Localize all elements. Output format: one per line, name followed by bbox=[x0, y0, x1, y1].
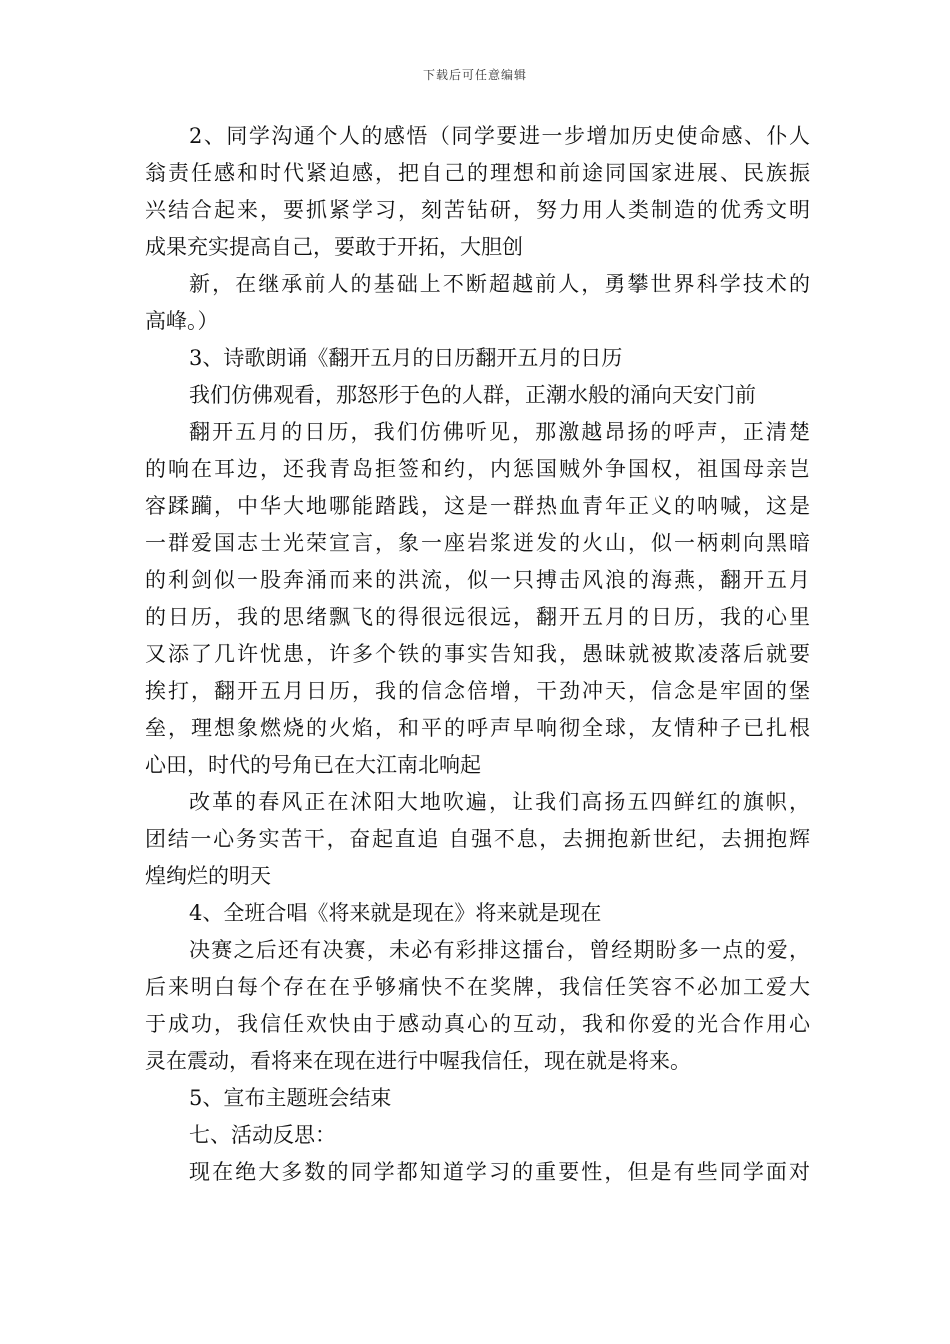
text-line: 心田，时代的号角已在大江南北响起 bbox=[145, 753, 481, 777]
text-line: 又添了几许忧患，许多个铁的事实告知我，愚昧就被欺凌落后就要 bbox=[145, 642, 810, 666]
text-line: 灵在震动，看将来在现在进行中喔我信任，现在就是将来。 bbox=[145, 1049, 691, 1073]
text-line: 成果充实提高自己，要敢于开拓，大胆创 bbox=[145, 235, 523, 259]
text-line: 3、诗歌朗诵《翻开五月的日历翻开五月的日历 bbox=[189, 346, 623, 370]
text-line: 的日历，我的思绪飘飞的得很远很远，翻开五月的日历，我的心里 bbox=[145, 605, 810, 629]
text-line: 2、同学沟通个人的感悟（同学要进一步增加历史使命感、仆人 bbox=[189, 124, 810, 148]
text-line: 团结一心务实苦干，奋起直追 自强不息，去拥抱新世纪，去拥抱辉 bbox=[145, 827, 810, 851]
text-line: 高峰。） bbox=[145, 309, 219, 333]
text-line: 于成功，我信任欢快由于感动真心的互动，我和你爱的光合作用心 bbox=[145, 1012, 810, 1036]
text-line: 新，在继承前人的基础上不断超越前人，勇攀世界科学技术的 bbox=[189, 272, 810, 296]
text-line: 煌绚烂的明天 bbox=[145, 864, 271, 888]
text-line: 我们仿佛观看，那怒形于色的人群，正潮水般的涌向天安门前 bbox=[189, 383, 756, 407]
text-line: 垒，理想象燃烧的火焰，和平的呼声早响彻全球，友情种子已扎根 bbox=[145, 716, 810, 740]
page-header: 下载后可任意编辑 bbox=[422, 68, 527, 82]
text-line: 翻开五月的日历，我们仿佛听见，那激越昂扬的呼声，正清楚 bbox=[189, 420, 810, 444]
text-line: 的利剑似一股奔涌而来的洪流，似一只搏击风浪的海燕，翻开五月 bbox=[145, 568, 810, 592]
text-line: 兴结合起来，要抓紧学习，刻苦钻研，努力用人类制造的优秀文明 bbox=[145, 198, 810, 222]
text-line: 的响在耳边，还我青岛拒签和约，内惩国贼外争国权，祖国母亲岂 bbox=[145, 457, 810, 481]
text-line: 翁责任感和时代紧迫感，把自己的理想和前途同国家进展、民族振 bbox=[145, 161, 810, 185]
text-line: 七、活动反思： bbox=[189, 1123, 336, 1147]
text-line: 一群爱国志士光荣宣言，象一座岩浆迸发的火山，似一柄刺向黑暗 bbox=[145, 531, 810, 555]
text-line: 容蹂躏，中华大地哪能踏践，这是一群热血青年正义的呐喊，这是 bbox=[145, 494, 810, 518]
text-line: 5、宣布主题班会结束 bbox=[189, 1086, 392, 1110]
text-line: 4、全班合唱《将来就是现在》将来就是现在 bbox=[189, 901, 602, 925]
text-line: 现在绝大多数的同学都知道学习的重要性，但是有些同学面对 bbox=[189, 1160, 810, 1184]
text-line: 后来明白每个存在在乎够痛快不在奖牌，我信任笑容不必加工爱大 bbox=[145, 975, 810, 999]
text-line: 决赛之后还有决赛，未必有彩排这擂台，曾经期盼多一点的爱， bbox=[189, 938, 810, 962]
text-line: 挨打，翻开五月日历，我的信念倍增，干劲冲天，信念是牢固的堡 bbox=[145, 679, 810, 703]
text-line: 改革的春风正在沭阳大地吹遍，让我们高扬五四鲜红的旗帜， bbox=[189, 790, 810, 814]
document-body bbox=[145, 118, 810, 1191]
